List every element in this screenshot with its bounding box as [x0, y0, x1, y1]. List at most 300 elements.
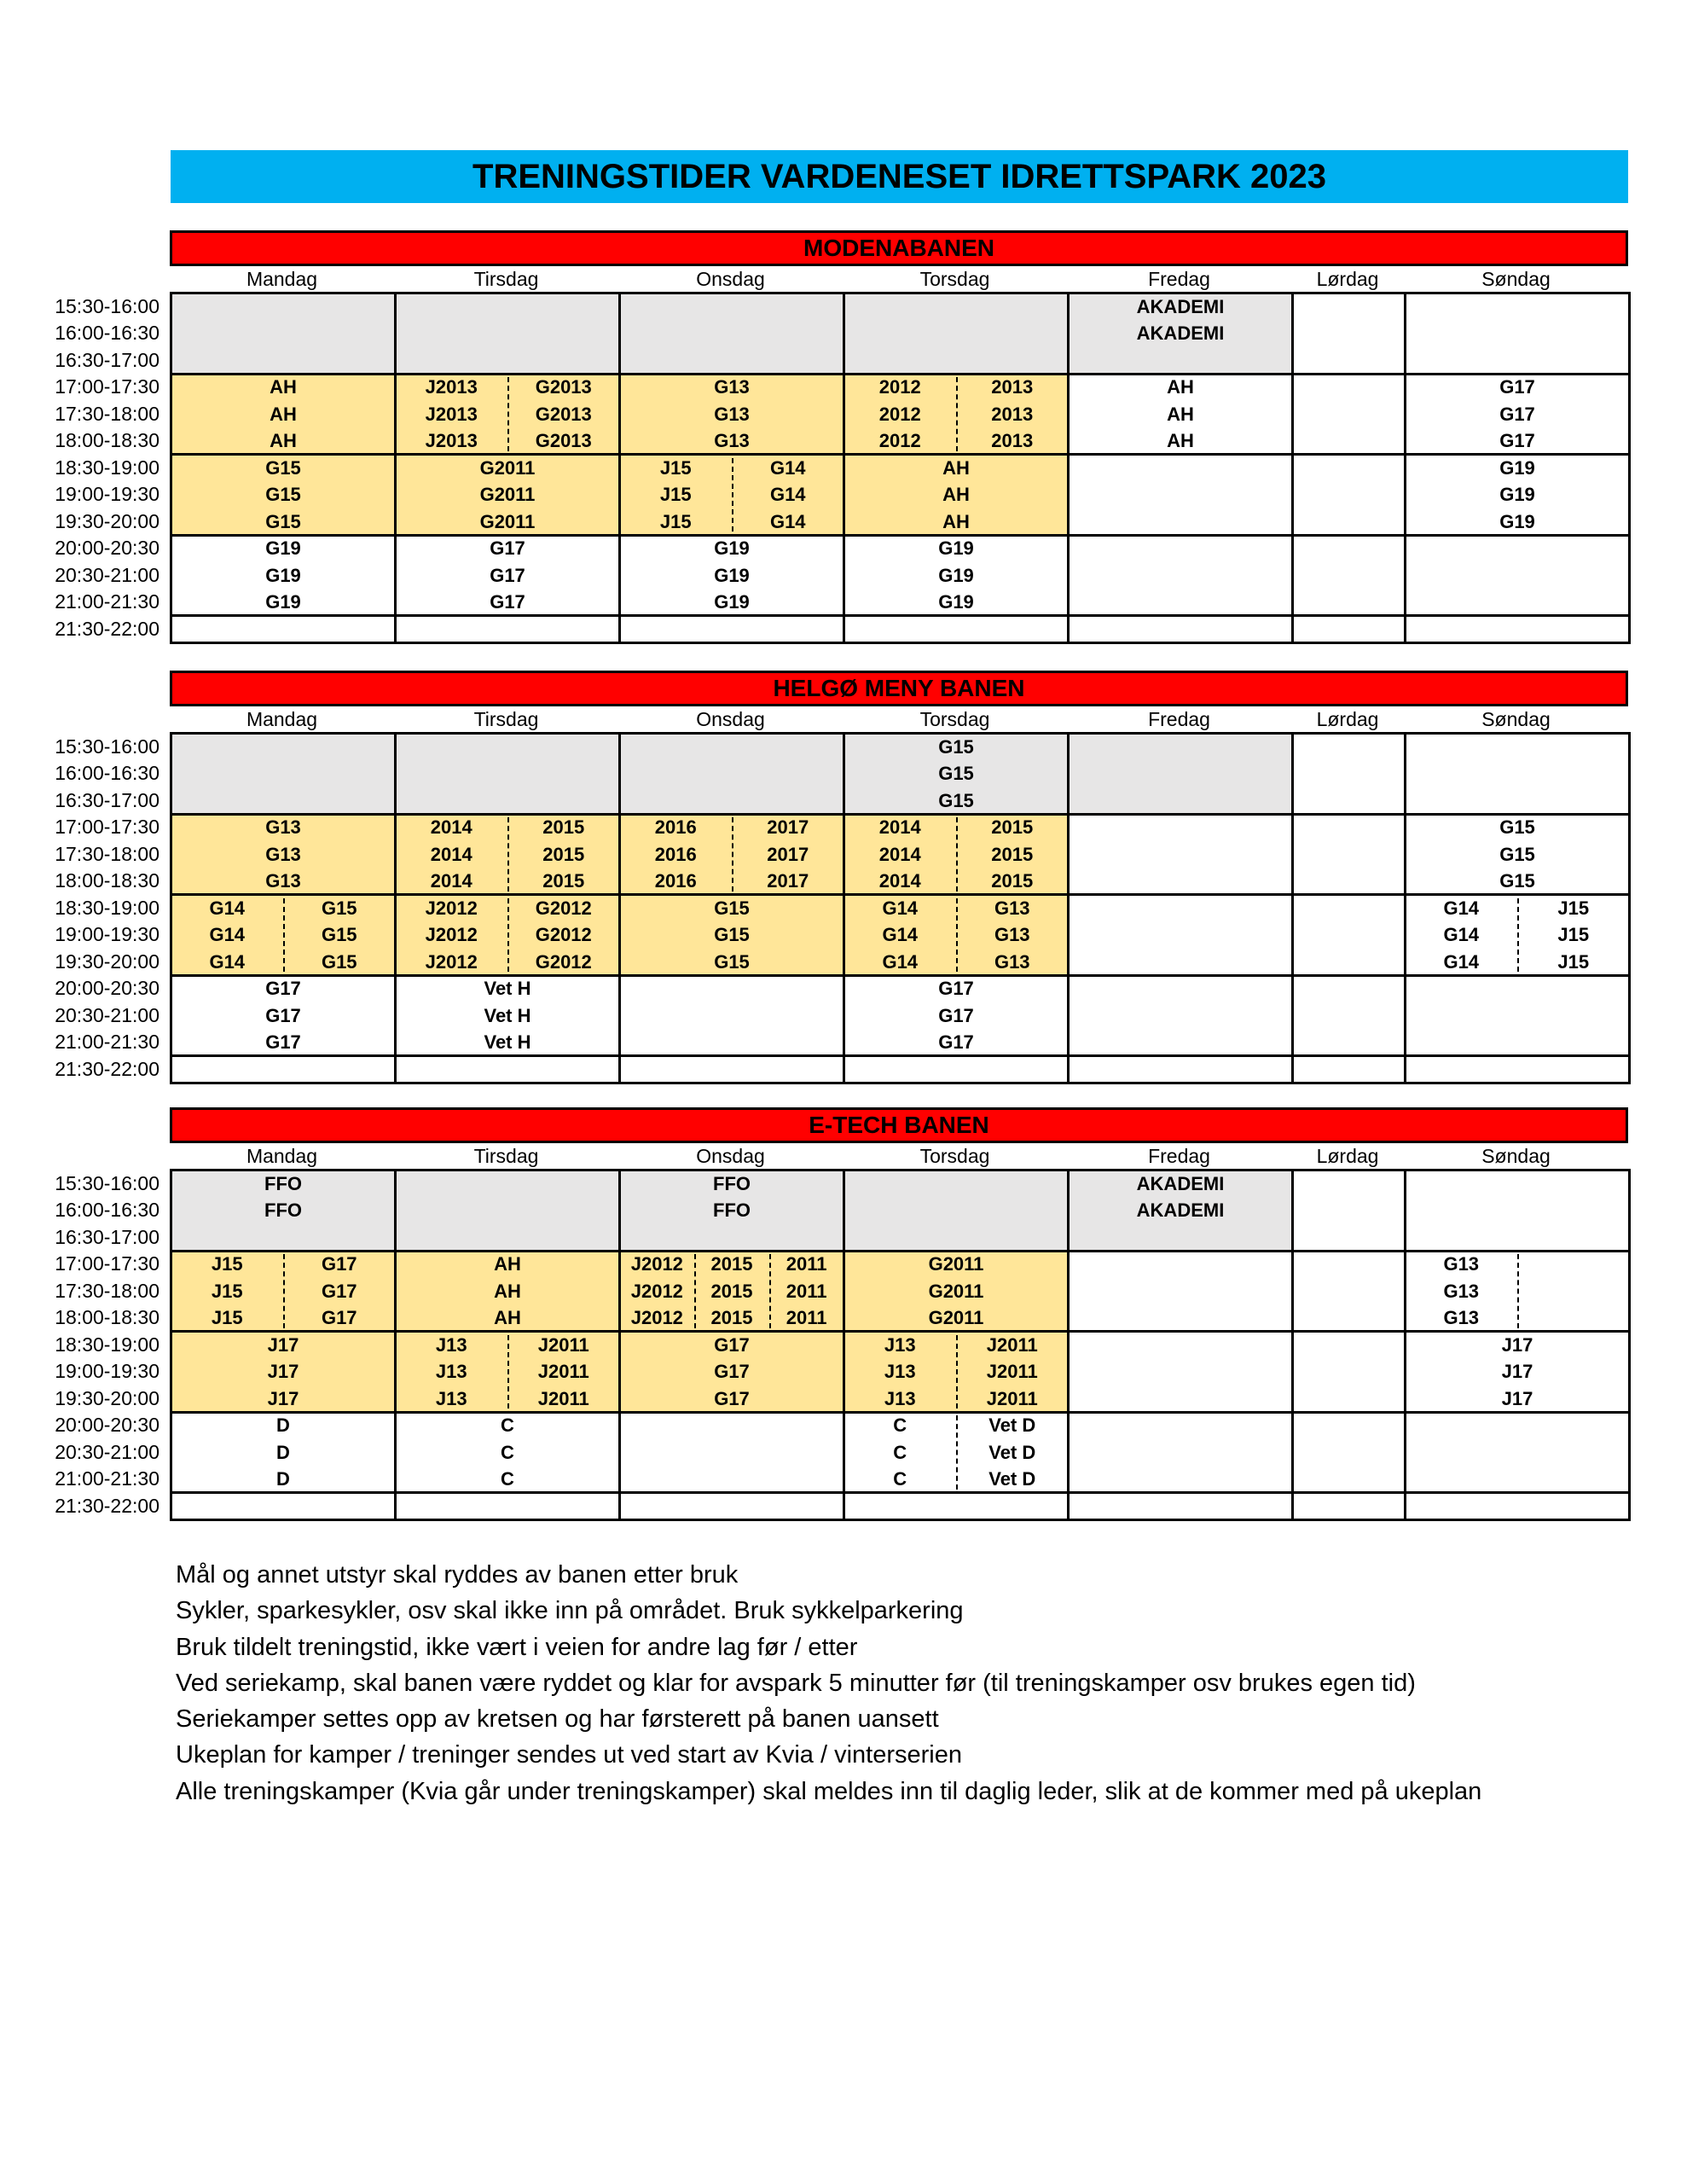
schedule-entry: D: [276, 1414, 290, 1436]
time-block: [1406, 814, 1630, 895]
schedule-entry: C: [893, 1414, 907, 1436]
schedule-entry: 2012: [878, 376, 921, 398]
schedule-entry: G19: [1499, 510, 1535, 532]
schedule-entry: 2012: [878, 430, 921, 451]
grid-line: [170, 1082, 1628, 1084]
schedule-entry: G17: [1499, 403, 1535, 425]
schedule-entry: G2011: [479, 484, 536, 505]
schedule-entry: G17: [265, 1004, 301, 1026]
schedule-entry: Vet D: [988, 1414, 1036, 1436]
grid-line: [1291, 1169, 1294, 1521]
day-header: Søndag: [1481, 268, 1551, 290]
schedule-entry: G13: [1443, 1307, 1480, 1328]
schedule-entry: G15: [714, 897, 750, 919]
schedule-entry: C: [501, 1468, 514, 1490]
time-block: [844, 535, 1069, 616]
schedule-entry: J2011: [986, 1387, 1038, 1409]
grid-line: [1291, 292, 1294, 644]
schedule-entry: J2012: [630, 1280, 683, 1302]
schedule-entry: G15: [938, 763, 974, 784]
schedule-entry: C: [893, 1441, 907, 1463]
schedule-entry: G15: [714, 950, 750, 973]
grid-line: [1067, 1169, 1070, 1521]
schedule-entry: G14: [882, 897, 919, 919]
schedule-entry: [1517, 1251, 1630, 1278]
time-block: [396, 1170, 620, 1252]
day-header: Lørdag: [1316, 708, 1379, 730]
schedule-entry: AH: [270, 376, 297, 398]
schedule-entry: G2011: [928, 1253, 984, 1275]
schedule-entry: G14: [1443, 950, 1480, 973]
section-banner: MODENABANEN: [170, 230, 1628, 266]
time-block: [396, 293, 620, 375]
time-block: [844, 293, 1069, 375]
schedule-entry: AH: [270, 430, 297, 451]
time-label: 16:30-17:00: [55, 348, 159, 371]
schedule-entry: AH: [1167, 430, 1194, 451]
note-item: Ukeplan for kamper / treninger sendes ut ved start av Kvia / vinterserien: [176, 1741, 962, 1769]
schedule-entry: G19: [265, 564, 301, 586]
time-label: 18:30-19:00: [55, 456, 159, 479]
schedule-entry: G2013: [535, 403, 592, 425]
day-header: Søndag: [1481, 1145, 1551, 1167]
schedule-entry: AH: [1167, 376, 1194, 398]
schedule-entry: 2017: [767, 816, 809, 838]
grid-line: [170, 453, 1628, 456]
schedule-entry: G13: [714, 403, 750, 425]
time-label: 21:00-21:30: [55, 1467, 159, 1490]
schedule-entry: G14: [769, 484, 806, 505]
schedule-entry: 2013: [991, 430, 1034, 451]
schedule-grid: [170, 1169, 1628, 1521]
day-header: Torsdag: [919, 268, 990, 290]
schedule-entry: 2014: [878, 816, 921, 838]
grid-line: [170, 974, 1628, 977]
time-label: 19:30-20:00: [55, 1386, 159, 1409]
schedule-entry: AH: [270, 403, 297, 425]
time-block: [396, 734, 620, 815]
schedule-entry: J17: [267, 1387, 299, 1409]
time-label: 19:00-19:30: [55, 1360, 159, 1382]
schedule-entry: 2014: [878, 843, 921, 865]
time-block: [620, 293, 844, 375]
time-block: [396, 1412, 620, 1493]
schedule-entry: J13: [435, 1361, 467, 1382]
grid-line: [1067, 732, 1070, 1084]
schedule-entry: J15: [659, 510, 692, 532]
schedule-entry: G2011: [479, 456, 536, 479]
schedule-entry: G13: [1443, 1253, 1480, 1275]
time-block: [1406, 374, 1630, 455]
schedule-entry: 2014: [430, 870, 472, 892]
schedule-entry: G19: [265, 591, 301, 613]
schedule-entry: J15: [211, 1280, 243, 1302]
time-label: 18:30-19:00: [55, 1333, 159, 1356]
schedule-entry: C: [893, 1468, 907, 1490]
schedule-entry: [1517, 1278, 1630, 1305]
time-label: 17:00-17:30: [55, 1252, 159, 1275]
schedule-entry: G17: [321, 1253, 357, 1275]
schedule-entry: J15: [211, 1307, 243, 1328]
grid-line: [394, 292, 397, 644]
schedule-entry: J2013: [425, 430, 478, 451]
time-block: [396, 1332, 620, 1413]
schedule-entry: G2013: [535, 376, 592, 398]
grid-line: [170, 1054, 1628, 1057]
note-item: Ved seriekamp, skal banen være ryddet og klar for avspark 5 minutter før (til treningskamper osv brukes egen tid): [176, 1669, 1416, 1697]
grid-line: [170, 1250, 1628, 1252]
schedule-entry: 2015: [710, 1307, 753, 1328]
schedule-grid: [170, 292, 1628, 644]
schedule-entry: J17: [1501, 1333, 1533, 1356]
schedule-grid: [170, 732, 1628, 1084]
schedule-entry: G15: [1499, 843, 1535, 865]
time-block: [171, 895, 396, 976]
schedule-entry: J15: [211, 1253, 243, 1275]
grid-line: [170, 1491, 1628, 1494]
time-label: 18:00-18:30: [55, 1306, 159, 1328]
schedule-entry: G15: [265, 484, 301, 505]
grid-line: [1628, 292, 1631, 644]
schedule-entry: G17: [490, 564, 525, 586]
schedule-entry: J15: [1557, 897, 1590, 919]
time-label: 20:00-20:30: [55, 537, 159, 559]
time-block: [171, 1412, 396, 1493]
grid-line: [394, 732, 397, 1084]
schedule-entry: G17: [938, 1031, 974, 1053]
page-title: TRENINGSTIDER VARDENESET IDRETTSPARK 2023: [171, 150, 1628, 203]
schedule-entry: G2012: [535, 897, 592, 919]
schedule-entry: G17: [714, 1387, 750, 1409]
schedule-entry: 2016: [654, 843, 697, 865]
day-header: Fredag: [1148, 268, 1210, 290]
note-item: Bruk tildelt treningstid, ikke vært i veien for andre lag før / etter: [176, 1633, 858, 1661]
time-block: [396, 895, 620, 976]
note-item: Alle treningskamper (Kvia går under treningskamper) skal meldes inn til daglig leder, slik at de kommer med på ukeplan: [176, 1777, 1482, 1805]
schedule-entry: G19: [1499, 456, 1535, 479]
schedule-entry: J17: [1501, 1387, 1533, 1409]
time-block: [844, 1170, 1069, 1252]
schedule-entry: FFO: [713, 1172, 751, 1194]
schedule-entry: G17: [714, 1333, 750, 1356]
time-label: 18:00-18:30: [55, 429, 159, 451]
schedule-entry: 2013: [991, 376, 1034, 398]
schedule-entry: G15: [265, 510, 301, 532]
schedule-entry: 2015: [542, 816, 585, 838]
grid-line: [618, 732, 621, 1084]
schedule-entry: G17: [490, 591, 525, 613]
schedule-entry: G13: [714, 376, 750, 398]
grid-line: [1404, 292, 1406, 644]
schedule-entry: Vet D: [988, 1441, 1036, 1463]
schedule-entry: G19: [938, 564, 974, 586]
schedule-entry: 2016: [654, 870, 697, 892]
schedule-entry: J15: [659, 456, 692, 479]
schedule-entry: G13: [994, 950, 1030, 973]
schedule-entry: G14: [1443, 897, 1480, 919]
grid-line: [170, 373, 1628, 375]
schedule-entry: G14: [209, 924, 246, 945]
schedule-entry: G19: [938, 537, 974, 559]
grid-line: [394, 1169, 397, 1521]
schedule-entry: FFO: [264, 1199, 302, 1221]
time-block: [1406, 455, 1630, 536]
schedule-entry: AKADEMI: [1136, 295, 1225, 317]
schedule-entry: J2011: [537, 1333, 589, 1356]
schedule-entry: J17: [1501, 1361, 1533, 1382]
schedule-entry: G15: [321, 897, 357, 919]
time-label: 20:00-20:30: [55, 977, 159, 999]
schedule-entry: AH: [942, 484, 970, 505]
grid-line: [1067, 292, 1070, 644]
time-block: [844, 1332, 1069, 1413]
time-block: [171, 1251, 396, 1332]
time-label: 15:30-16:00: [55, 735, 159, 758]
time-block: [396, 1251, 620, 1332]
grid-line: [843, 1169, 845, 1521]
schedule-entry: G2011: [479, 510, 536, 532]
time-block: [396, 814, 620, 895]
schedule-entry: G15: [938, 735, 974, 758]
schedule-entry: J17: [267, 1333, 299, 1356]
grid-line: [1404, 1169, 1406, 1521]
grid-line: [170, 1519, 1628, 1521]
note-item: Mål og annet utstyr skal ryddes av banen etter bruk: [176, 1561, 739, 1589]
time-block: [171, 455, 396, 536]
time-label: 20:00-20:30: [55, 1414, 159, 1436]
schedule-entry: G19: [938, 591, 974, 613]
schedule-entry: 2014: [430, 843, 472, 865]
time-block: [844, 734, 1069, 815]
schedule-entry: AKADEMI: [1136, 1199, 1225, 1221]
schedule-entry: G14: [1443, 924, 1480, 945]
day-header: Onsdag: [696, 1145, 765, 1167]
time-label: 17:00-17:30: [55, 375, 159, 398]
time-label: 17:00-17:30: [55, 816, 159, 838]
time-block: [396, 455, 620, 536]
time-block: [171, 374, 396, 455]
schedule-entry: G17: [490, 537, 525, 559]
time-label: 16:00-16:30: [55, 322, 159, 344]
schedule-entry: Vet H: [484, 1004, 531, 1026]
time-block: [1406, 1251, 1630, 1332]
time-block: [844, 374, 1069, 455]
day-header: Fredag: [1148, 1145, 1210, 1167]
schedule-entry: G17: [321, 1307, 357, 1328]
schedule-entry: G15: [1499, 816, 1535, 838]
time-block: [844, 455, 1069, 536]
time-block: [171, 975, 396, 1056]
time-block: [844, 975, 1069, 1056]
schedule-entry: G14: [209, 950, 246, 973]
time-block: [1406, 1332, 1630, 1413]
schedule-entry: 2015: [991, 843, 1034, 865]
grid-line: [170, 292, 172, 644]
schedule-entry: J13: [884, 1361, 916, 1382]
schedule-entry: G17: [1499, 376, 1535, 398]
schedule-entry: G2012: [535, 924, 592, 945]
section-banner: HELGØ MENY BANEN: [170, 671, 1628, 706]
schedule-entry: G17: [938, 978, 974, 999]
time-block: [620, 734, 844, 815]
schedule-entry: J2012: [630, 1253, 683, 1275]
schedule-entry: [1517, 1304, 1630, 1332]
schedule-entry: D: [276, 1441, 290, 1463]
day-header: Mandag: [246, 268, 318, 290]
time-block: [620, 1170, 844, 1252]
schedule-entry: AH: [494, 1253, 521, 1275]
grid-line: [1628, 1169, 1631, 1521]
time-label: 16:30-17:00: [55, 788, 159, 811]
time-block: [620, 814, 844, 895]
schedule-entry: J13: [884, 1387, 916, 1409]
time-block: [844, 895, 1069, 976]
schedule-entry: 2014: [430, 816, 472, 838]
schedule-entry: AH: [494, 1280, 521, 1302]
grid-line: [170, 732, 1628, 735]
schedule-entry: G17: [1499, 430, 1535, 451]
grid-line: [170, 1330, 1628, 1333]
day-header: Onsdag: [696, 268, 765, 290]
time-label: 19:30-20:00: [55, 950, 159, 973]
schedule-entry: G19: [265, 537, 301, 559]
schedule-entry: J15: [659, 484, 692, 505]
grid-line: [170, 732, 172, 1084]
schedule-entry: AH: [494, 1307, 521, 1328]
day-header: Fredag: [1148, 708, 1210, 730]
schedule-entry: D: [276, 1468, 290, 1490]
grid-line: [170, 292, 1628, 294]
schedule-entry: J13: [435, 1333, 467, 1356]
time-label: 16:00-16:30: [55, 1199, 159, 1221]
time-block: [620, 535, 844, 616]
time-block: [620, 374, 844, 455]
schedule-entry: J17: [267, 1361, 299, 1382]
day-header: Mandag: [246, 1145, 318, 1167]
schedule-entry: 2015: [991, 870, 1034, 892]
day-header: Lørdag: [1316, 268, 1379, 290]
schedule-entry: 2017: [767, 870, 809, 892]
schedule-entry: G15: [1499, 870, 1535, 892]
schedule-entry: AH: [942, 510, 970, 532]
schedule-entry: G14: [769, 510, 806, 532]
schedule-entry: G19: [714, 564, 750, 586]
schedule-entry: G2013: [535, 430, 592, 451]
grid-line: [170, 1169, 1628, 1171]
time-block: [396, 374, 620, 455]
schedule-entry: J2012: [425, 897, 478, 919]
time-block: [844, 1412, 1069, 1493]
grid-line: [618, 1169, 621, 1521]
time-block: [1069, 374, 1293, 455]
day-header: Torsdag: [919, 708, 990, 730]
schedule-entry: 2016: [654, 816, 697, 838]
schedule-entry: G14: [769, 456, 806, 479]
schedule-entry: AKADEMI: [1136, 1172, 1225, 1194]
schedule-entry: 2015: [542, 870, 585, 892]
schedule-entry: G15: [321, 924, 357, 945]
time-block: [171, 293, 396, 375]
schedule-entry: G17: [321, 1280, 357, 1302]
time-block: [171, 814, 396, 895]
schedule-entry: G15: [938, 789, 974, 811]
grid-line: [618, 292, 621, 644]
time-label: 16:30-17:00: [55, 1225, 159, 1248]
schedule-entry: 2017: [767, 843, 809, 865]
schedule-entry: 2011: [786, 1307, 827, 1328]
time-block: [171, 1332, 396, 1413]
grid-line: [170, 614, 1628, 617]
notes-list: [176, 1557, 1481, 1809]
schedule-entry: G17: [265, 978, 301, 999]
grid-line: [843, 292, 845, 644]
time-label: 19:00-19:30: [55, 923, 159, 945]
day-header: Lørdag: [1316, 1145, 1379, 1167]
time-label: 21:00-21:30: [55, 1031, 159, 1053]
time-label: 17:30-18:00: [55, 1279, 159, 1302]
grid-line: [170, 1411, 1628, 1414]
time-block: [844, 814, 1069, 895]
schedule-entry: G17: [714, 1361, 750, 1382]
schedule-entry: J2013: [425, 403, 478, 425]
time-block: [1406, 895, 1630, 976]
grid-line: [170, 534, 1628, 537]
time-block: [1069, 734, 1293, 815]
time-block: [620, 1251, 844, 1332]
time-label: 20:30-21:00: [55, 563, 159, 586]
schedule-entry: J15: [1557, 924, 1590, 945]
grid-line: [1404, 732, 1406, 1084]
day-header: Søndag: [1481, 708, 1551, 730]
schedule-entry: FFO: [264, 1172, 302, 1194]
time-block: [171, 734, 396, 815]
schedule-entry: G13: [994, 924, 1030, 945]
schedule-entry: C: [501, 1441, 514, 1463]
grid-line: [1291, 732, 1294, 1084]
grid-line: [1628, 732, 1631, 1084]
time-label: 21:30-22:00: [55, 1494, 159, 1517]
time-label: 20:30-21:00: [55, 1003, 159, 1026]
note-item: Sykler, sparkesykler, osv skal ikke inn på området. Bruk sykkelparkering: [176, 1597, 964, 1625]
schedule-entry: G15: [321, 950, 357, 973]
time-label: 18:00-18:30: [55, 869, 159, 892]
schedule-entry: J2011: [986, 1333, 1038, 1356]
time-block: [396, 975, 620, 1056]
grid-line: [843, 732, 845, 1084]
day-header: Tirsdag: [473, 1145, 539, 1167]
schedule-entry: 2011: [786, 1253, 827, 1275]
schedule-entry: J2013: [425, 376, 478, 398]
schedule-entry: J2011: [537, 1387, 589, 1409]
schedule-entry: G13: [1443, 1280, 1480, 1302]
grid-line: [170, 1169, 172, 1521]
grid-line: [170, 813, 1628, 816]
schedule-entry: G19: [714, 591, 750, 613]
schedule-entry: 2015: [710, 1253, 753, 1275]
grid-line: [170, 642, 1628, 644]
schedule-entry: J13: [435, 1387, 467, 1409]
schedule-entry: G2011: [928, 1307, 984, 1328]
schedule-entry: 2014: [878, 870, 921, 892]
schedule-entry: G14: [209, 897, 246, 919]
time-block: [1069, 293, 1293, 375]
schedule-entry: 2011: [786, 1280, 827, 1302]
time-label: 19:30-20:00: [55, 509, 159, 532]
schedule-entry: 2015: [542, 843, 585, 865]
schedule-entry: G19: [1499, 484, 1535, 505]
schedule-entry: G14: [882, 924, 919, 945]
schedule-entry: FFO: [713, 1199, 751, 1221]
